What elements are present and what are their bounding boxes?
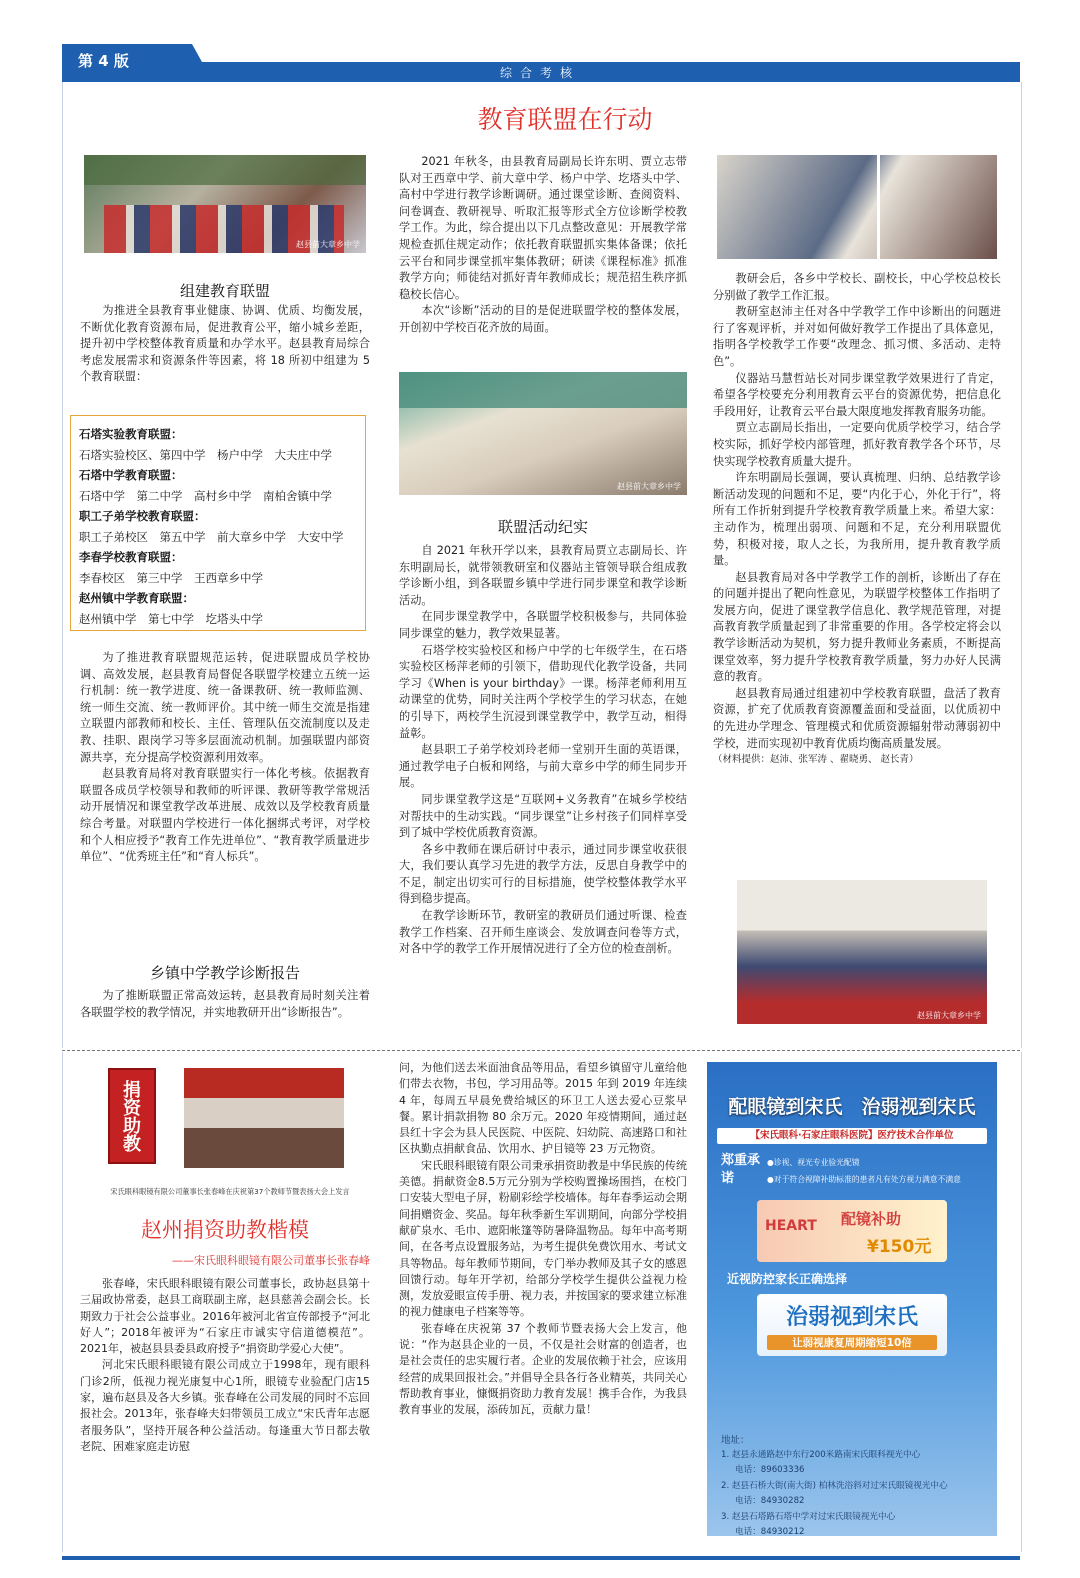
alliance-members: 职工子弟校区 第五中学 前大章乡中学 大安中学 bbox=[79, 529, 344, 544]
paragraph: 赵县教育局通过组建初中学校教育联盟，盘活了教育资源，扩充了优质教育资源覆盖面和受益面，以优质初中的先进办学理念、管理模式和优质资源辐射带动薄弱初中学校，进而实现初中教育优质均衡高质量发展。 bbox=[713, 686, 1001, 750]
photo-caption: 赵县前大章乡中学 bbox=[296, 240, 360, 249]
photo-caption: 赵县前大章乡中学 bbox=[917, 1011, 981, 1020]
classroom-photo-1 bbox=[84, 155, 366, 253]
bottom-col2 bbox=[399, 1060, 687, 1419]
card-text: 配镜补助 bbox=[841, 1210, 902, 1228]
paragraph: 为推进全县教育事业健康、协调、优质、均衡发展，不断优化教育资源布局，促进教育公平，缩小城乡差距，提升初中学校整体教育质量和办学水平。赵县教育局综合考虑发展需求和资源条件等因素，将 18 所初中组建为 5 个教育联盟： bbox=[80, 304, 370, 384]
alliance-members: 石塔中学 第二中学 高村乡中学 南柏舍镇中学 bbox=[79, 488, 332, 503]
section-title: 综合考核 bbox=[499, 66, 580, 80]
donation-seal: 捐资助教 bbox=[108, 1068, 156, 1164]
paragraph: 石塔学校实验校区和杨户中学的七年级学生，在石塔实验校区杨萍老师的引领下，借助现代化教学设备，共同学习《When is your birthday》一课。杨萍老师利用互动课堂的优势，同时关注两个学校学生的学习状态，在她的引导下，两校学生沉浸到课堂教学中，教学互动，相得益彰。 bbox=[399, 643, 687, 740]
promise-line: ●诊视、视光专业验光配镜 bbox=[767, 1158, 860, 1167]
paragraph: 为了推断联盟正常高效运转，赵县教育局时刻关注着各联盟学校的教学情况，并实地教研开出“诊断报告”。 bbox=[80, 989, 370, 1019]
classroom-photo-3 bbox=[717, 155, 997, 259]
ad-banner: 【宋氏眼科·石家庄眼科医院】医疗技术合作单位 bbox=[717, 1128, 987, 1144]
section-divider bbox=[62, 1050, 1020, 1051]
paragraph: 2021 年秋冬，由县教育局副局长许东明、贾立志带队对王西章中学、前大章中学、杨户中学、圪塔头中学、高村中学进行教学诊断调研。通过课堂诊断、查阅资料、问卷调查、教研视导、听取汇报等形式全方位诊断学校教学工作。为此，综合提出以下几点整改意见：开展教学常规检查抓住规定动作；依托教育联盟抓实集体备课；依托云平台和同步课堂抓牢集体教研；研读《课程标准》抓准教学方向；师徒结对抓好青年教师成长；规范招生秩序抓稳校长信心。 bbox=[399, 155, 687, 301]
address-line: 3. 赵县石塔路石塔中学对过宋氏眼镜视光中心 bbox=[721, 1511, 896, 1522]
paragraph: 张春峰，宋氏眼科眼镜有限公司董事长，政协赵县第十三届政协常委，赵县工商联副主席，赵县慈善会副会长。长期致力于社会公益事业。2016年被河北省宣传部授予“河北好人”；2018年被评为“石家庄市诚实守信道德模范”。2021年，被赵县县委县政府授予“捐资助学爱心大使”。 bbox=[80, 1277, 370, 1356]
paragraph: 自 2021 年秋开学以来，县教育局贾立志副局长、许东明副局长，就带领教研室和仪器站主管领导联合组成教学诊断小组，到各联盟乡镇中学进行同步课堂和教学诊断活动。 bbox=[399, 544, 687, 607]
main-title: 教育联盟在行动 bbox=[477, 105, 653, 134]
ad-headline: 配眼镜到宋氏 治弱视到宋氏 bbox=[728, 1096, 976, 1118]
ad-promise-lines bbox=[767, 1154, 987, 1188]
paragraph: 问，为他们送去米面油食品等用品，看望乡镇留守儿童给他们带去衣物，书包，学习用品等。2015 年到 2019 年连续 4 年，每周五早晨免费给城区的环卫工人送去爱心豆浆早餐。累计捐款捐物 80 余万元。2020 年疫情期间，通过赵县红十字会为县人民医院、中医院、妇幼院、高速路口和社区执勤点捐献食品、饮用水、护目镜等 23 万元物资。 bbox=[399, 1061, 687, 1156]
paragraph: 赵县教育局对各中学教学工作的剖析，诊断出了存在的问题并提出了靶向性意见，为联盟学校整体工作指明了发展方向，促进了课堂教学信息化、教学规范管理，对提高教育教学质量起到了非常重要的作用。各学校定将会以教学诊断活动为契机，努力提升教师业务素质，不断提高课堂效率，努力提升学校教育教学质量，努力办好人民满意的教育。 bbox=[713, 570, 1001, 684]
col1-intro bbox=[80, 303, 370, 386]
paragraph: 在同步课堂教学中，各联盟学校积极参与，共同体验同步课堂的魅力，教学效果显著。 bbox=[399, 610, 687, 640]
page-label: 第 4 版 bbox=[78, 52, 129, 70]
col2-top bbox=[399, 154, 687, 337]
alliance-members: 赵州镇中学 第七中学 圪塔头中学 bbox=[79, 611, 263, 626]
address-line: 2. 赵县石桥大街(南大街) 柏林洗浴斜对过宋氏眼镜视光中心 bbox=[721, 1480, 948, 1491]
ad-card bbox=[757, 1200, 947, 1262]
ad-slogan2: 让弱视康复周期缩短10倍 bbox=[767, 1335, 937, 1350]
paragraph: 仪器站马慧哲站长对同步课堂教学效果进行了肯定，希望各学校要充分利用教育云平台的资源优势，把信息化手段用好，让教育云平台最大限度地发挥教育服务功能。 bbox=[713, 371, 1001, 418]
alliance-name: 赵州镇中学教育联盟： bbox=[79, 591, 194, 605]
ad-tagline: 近视防控家长正确选择 bbox=[727, 1272, 848, 1286]
alliance-name: 石塔中学教育联盟： bbox=[79, 468, 183, 482]
paragraph: 各乡中教师在课后研讨中表示，通过同步课堂收获很大，我们要认真学习先进的教学方法，反思自身教学中的不足，制定出切实可行的目标措施，使学校整体教学水平得到稳步提高。 bbox=[399, 842, 687, 906]
paragraph: 为了推进教育联盟规范运转，促进联盟成员学校协调、高效发展，赵县教育局督促各联盟学校建立五统一运行机制：统一教学进度、统一备课教研、统一教师监测、统一师生交流、统一教师评价。其中统一师生交流是指建立联盟内部教师和校长、主任、管理队伍交流制度以及走教、挂职、跟岗学习等多层面流动机制。加强联盟内部资源共享，充分提高学校资源利用效率。 bbox=[80, 651, 370, 764]
classroom-photo-2 bbox=[399, 372, 687, 495]
card-amount: ¥150元 bbox=[867, 1237, 932, 1257]
paragraph: 赵县教育局将对教育联盟实行一体化考核。依据教育联盟各成员学校领导和教师的听评课、教研等教学常规活动开展情况和课堂教学改革进展、成效以及学校教育质量综合考量。对联盟内学校进行一体化捆绑式考评，对学校和个人相应授予“教育工作先进单位”、“教育教学质量进步单位”、“优秀班主任”和“育人标兵”。 bbox=[80, 767, 370, 864]
promise-line: ●对于符合视障补助标准的患者凡有处方视力满意不满意 bbox=[767, 1175, 961, 1184]
paragraph: 许东明副局长强调，要认真梳理、归纳、总结教学诊断活动发现的问题和不足，要“内化于心，外化于行”，将所有工作折射到提升学校教育教学质量上来。希望大家：主动作为，梳理出弱项、问题和不足，充分利用联盟优势，积极对接，取人之长，为我所用，提升教育教学质量。 bbox=[713, 471, 1001, 568]
paragraph: 教研会后，各乡中学校长、副校长，中心学校总校长分别做了教学工作汇报。 bbox=[713, 272, 1001, 302]
alliance-name: 石塔实验教育联盟： bbox=[79, 427, 183, 441]
col1-tail bbox=[80, 988, 370, 1021]
col3-body bbox=[713, 271, 1001, 769]
paragraph: 张春峰在庆祝第 37 个教师节暨表扬大会上发言，他说：“作为赵县企业的一员，不仅是社会财富的创造者，也是社会责任的忠实履行者。企业的发展依赖于社会，应该用经营的成果回报社会。”并倡导全县各行各业精英，共同关心帮助教育事业，慷慨捐资助力教育发展！携手合作，为我县教育事业的发展，添砖加瓦，贡献力量！ bbox=[399, 1321, 687, 1417]
paragraph: 教研室赵沛主任对各中学教学工作中诊断出的问题进行了客观评析，并对如何做好教学工作提出了具体意见，指明各学校教学工作要“改理念、抓习惯、多活动、走特色”。 bbox=[713, 305, 1001, 368]
classroom-photo-4 bbox=[737, 880, 987, 1024]
credit-line: （材料提供：赵沛、张军涛 、翟晓勇、 赵长青） bbox=[713, 754, 919, 766]
photo-caption: 赵县前大章乡中学 bbox=[617, 482, 681, 491]
paragraph: 贾立志副局长指出，一定要向优质学校学习，结合学校实际，抓好学校内部管理，抓好教育教学各个环节，尽快实现学校教育质量大提升。 bbox=[713, 421, 1001, 468]
heading-diagnosis-report: 乡镇中学教学诊断报告 bbox=[149, 964, 300, 982]
paragraph: 宋氏眼科眼镜有限公司秉承捐资助教是中华民族的传统美德。捐献资金8.5万元分别为学校购置操场围挡，在校门口安装大型电子屏，粉刷彩绘学校墙体。每年春季运动会期间捐赠资金、奖品。每年秋季新生军训期间，向部分学校捐献矿泉水、毛巾、遮阳帐篷等防暑降温物品。每年中高考期间，在各考点设置服务站，为考生提供免费饮用水、考试文具等物品。每年教师节期间，专门举办教师及其子女的感恩回馈行动。每年开学初，给部分学校学生提供公益视力检测，发放爱眼宣传手册、视力表，并按国家的要求建立标准的视力健康电子档案等等。 bbox=[399, 1158, 687, 1319]
col1-body bbox=[80, 650, 370, 866]
ad-address-label: 地址： bbox=[721, 1435, 750, 1446]
address-line: 1. 赵县永通路赵中东行200米路南宋氏眼科视光中心 bbox=[721, 1450, 921, 1460]
address-phone: 电话：84930212 bbox=[735, 1527, 805, 1536]
ad-slogan-box bbox=[757, 1294, 947, 1356]
advertisement bbox=[707, 1062, 997, 1536]
card-title: HEART bbox=[765, 1218, 817, 1234]
speech-photo bbox=[184, 1068, 344, 1168]
paragraph: 赵县职工子弟学校刘玲老师一堂别开生面的英语课，通过教学电子白板和网络，与前大章乡中学的师生同步开展。 bbox=[399, 743, 687, 790]
ad-addresses bbox=[721, 1448, 991, 1536]
alliance-name: 职工子弟学校教育联盟： bbox=[79, 509, 206, 523]
ad-slogan1: 治弱视到宋氏 bbox=[785, 1305, 918, 1330]
donation-title: 赵州捐资助教楷模 bbox=[141, 1218, 309, 1242]
paragraph: 在教学诊断环节，教研室的教研员们通过听课、检查教学工作档案、召开师生座谈会、发放调查问卷等方式，对各中学的教学工作开展情况进行了全方位的检查剖析。 bbox=[399, 909, 687, 956]
footer-bar bbox=[62, 1556, 1020, 1560]
heading-activity-record: 联盟活动纪实 bbox=[497, 518, 588, 536]
donation-subtitle: ——宋氏眼科眼镜有限公司董事长张春峰 bbox=[172, 1254, 370, 1267]
alliance-members: 石塔实验校区、第四中学 杨户中学 大夫庄中学 bbox=[79, 447, 332, 462]
paragraph: 同步课堂教学这是“互联网+义务教育”在城乡学校结对帮扶中的生动实践。“同步课堂”让乡村孩子们同样享受到了城中学校优质教育资源。 bbox=[399, 792, 687, 840]
speech-photo-caption: 宋氏眼科眼镜有限公司董事长张春峰在庆祝第37个教师节暨表扬大会上发言 bbox=[110, 1187, 350, 1196]
alliance-members: 李春校区 第三中学 王西章乡中学 bbox=[79, 570, 263, 585]
ad-promise: 郑重承诺 bbox=[721, 1153, 761, 1186]
alliance-list-box bbox=[70, 415, 366, 631]
col2-body bbox=[399, 543, 687, 958]
bottom-col1 bbox=[80, 1276, 370, 1455]
paragraph: 河北宋氏眼科眼镜有限公司成立于1998年，现有眼科门诊2所，低视力视光康复中心1所，眼镜专业验配门店15家，遍布赵县及各大乡镇。张春峰在公司发展的同时不忘回报社会。2013年，张春峰夫妇带领员工成立“宋氏青年志愿者服务队”，坚持开展各种公益活动。每逢重大节日都去敬老院、困难家庭走访慰 bbox=[80, 1358, 370, 1453]
heading-build-alliance: 组建教育联盟 bbox=[179, 282, 270, 300]
address-phone: 电话：84930282 bbox=[735, 1496, 805, 1507]
address-phone: 电话：89603336 bbox=[735, 1465, 805, 1476]
paragraph: 本次“诊断”活动的目的是促进联盟学校的整体发展，开创初中学校百花齐放的局面。 bbox=[399, 304, 687, 334]
alliance-name: 李春学校教育联盟： bbox=[79, 550, 183, 564]
